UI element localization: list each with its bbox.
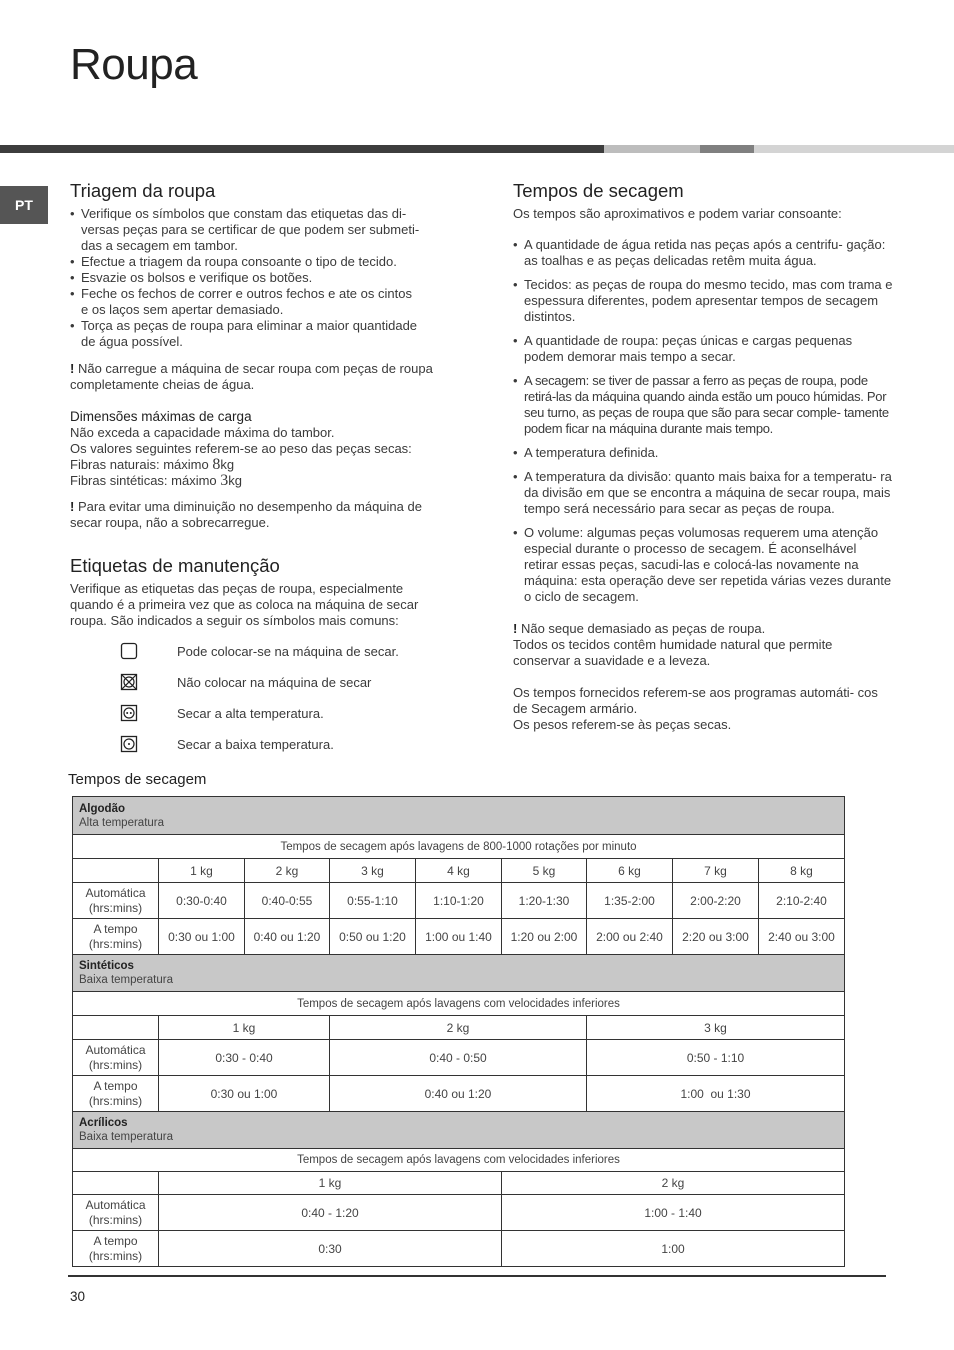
group-header-acrilicos: Acrílicos Baixa temperatura	[73, 1112, 845, 1149]
triagem-list	[70, 206, 450, 350]
list-item: • A quantidade de roupa: peças únicas e cargas pequenas podem demorar mais tempo a secar.	[513, 333, 893, 365]
table-caption: Tempos de secagem após lavagens com velocidades inferiores	[73, 1149, 845, 1172]
table-cell: 1:20-1:30	[502, 883, 587, 919]
page-number: 30	[70, 1289, 86, 1304]
table-cell: 2:40 ou 3:00	[759, 919, 845, 955]
table-cell: 0:40 - 0:50	[330, 1040, 587, 1076]
care-symbol-label: Secar a baixa temperatura.	[177, 736, 334, 752]
table-cell: 0:30 - 0:40	[159, 1040, 330, 1076]
warning-note: ! Não seque demasiado as peças de roupa.	[513, 621, 766, 636]
header-bar-light	[604, 145, 700, 153]
table-cell: 2:20 ou 3:00	[673, 919, 759, 955]
table-cell: 1:10-1:20	[416, 883, 502, 919]
care-symbol-label: Não colocar na máquina de secar	[177, 674, 372, 690]
table-cell: 2:00-2:20	[673, 883, 759, 919]
care-symbol-label: Pode colocar-se na máquina de secar.	[177, 643, 399, 659]
row-label-auto: Automática (hrs:mins)	[73, 883, 159, 919]
tumble-dry-low-icon	[120, 735, 138, 753]
row-label-auto: Automática (hrs:mins)	[73, 1195, 159, 1231]
load-header: 3 kg	[587, 1016, 845, 1040]
list-item: • Verifique os símbolos que constam das etiquetas das di- versas peças para se certificar de que podem ser submeti- das a secagem em tambor.	[70, 206, 450, 254]
load-header: 1 kg	[159, 1016, 330, 1040]
row-label-auto: Automática (hrs:mins)	[73, 1040, 159, 1076]
table-cell: 2:10-2:40	[759, 883, 845, 919]
group-header-algodao: Algodão Alta temperatura	[73, 797, 845, 835]
care-symbol-row	[120, 703, 324, 723]
group-header-sinteticos: Sintéticos Baixa temperatura	[73, 955, 845, 992]
left-column	[70, 180, 450, 629]
table-cell	[73, 1016, 159, 1040]
table-cell: 0:40 - 1:20	[159, 1195, 502, 1231]
header-bar-mid	[700, 145, 754, 153]
table-cell	[73, 859, 159, 883]
load-header: 8 kg	[759, 859, 845, 883]
warning-note: ! Não carregue a máquina de secar roupa com peças de roupa completamente cheias de água.	[70, 361, 433, 392]
table-cell: 0:40 ou 1:20	[245, 919, 330, 955]
list-item: • Tecidos: as peças de roupa do mesmo tecido, mas com trama e espessura diferentes, podem apresentar tempos de secagem distintos.	[513, 277, 893, 325]
header-bar-dark	[0, 145, 604, 153]
list-item: • Esvazie os bolsos e verifique os botões.	[70, 270, 450, 286]
table-cell: 1:20 ou 2:00	[502, 919, 587, 955]
row-label-timed: A tempo (hrs:mins)	[73, 1076, 159, 1112]
table-cell: 1:00 - 1:40	[502, 1195, 845, 1231]
care-symbol-row	[120, 734, 334, 754]
header-bar-pale	[754, 145, 954, 153]
care-symbol-row	[120, 672, 371, 692]
table-cell: 0:50 ou 1:20	[330, 919, 416, 955]
load-header: 1 kg	[159, 859, 245, 883]
tumble-dry-high-icon	[120, 704, 138, 722]
table-cell: 0:30 ou 1:00	[159, 1076, 330, 1112]
etiquetas-intro: Verifique as etiquetas das peças de roupa, especialmente quando é a primeira vez que as coloca na máquina de secar roupa. São indicados a seguir os símbolos mais comuns:	[70, 581, 419, 628]
table-caption: Tempos de secagem após lavagens de 800-1000 rotações por minuto	[73, 835, 845, 859]
care-symbol-row	[120, 641, 399, 661]
load-header: 7 kg	[673, 859, 759, 883]
tempos-intro: Os tempos são aproximativos e podem variar consoante:	[513, 206, 842, 221]
list-item: • A quantidade de água retida nas peças após a centrifu- gação: as toalhas e as peças delicadas retêm muita água.	[513, 237, 893, 269]
do-not-tumble-dry-icon	[120, 673, 138, 691]
table-cell: 1:00 ou 1:30	[587, 1076, 845, 1112]
care-symbol-label: Secar a alta temperatura.	[177, 705, 324, 721]
load-header: 2 kg	[330, 1016, 587, 1040]
list-item: • Feche os fechos de correr e outros fechos e ate os cintos e os laços sem apertar demasiado.	[70, 286, 450, 318]
tempos-heading: Tempos de secagem	[513, 180, 684, 201]
table-title: Tempos de secagem	[68, 771, 207, 788]
load-header: 5 kg	[502, 859, 587, 883]
load-header: 2 kg	[502, 1172, 845, 1195]
table-cell: 0:30	[159, 1231, 502, 1267]
table-cell: 0:40-0:55	[245, 883, 330, 919]
table-cell: 1:35-2:00	[587, 883, 673, 919]
list-item: • A temperatura da divisão: quanto mais baixa for a temperatu- ra da divisão em que se encontra a máquina de secar roupa, mais tempo será necessário para secar as peças de roupa.	[513, 469, 893, 517]
list-item: • O volume: algumas peças volumosas requerem uma atenção especial durante o processo de secagem. É aconselhável retirar essas peças, sacudi-las e colocá-las novamente na máquina: esta operação deve ser repetida várias vezes durante o ciclo de secagem.	[513, 525, 893, 605]
drying-times-table	[72, 796, 845, 1267]
page-title: Roupa	[70, 40, 198, 89]
triagem-heading: Triagem da roupa	[70, 180, 216, 201]
etiquetas-heading: Etiquetas de manutenção	[70, 555, 280, 576]
list-item: • Torça as peças de roupa para eliminar a maior quantidade de água possível.	[70, 318, 450, 350]
table-caption: Tempos de secagem após lavagens com velocidades inferiores	[73, 992, 845, 1016]
load-header: 3 kg	[330, 859, 416, 883]
table-cell: 0:40 ou 1:20	[330, 1076, 587, 1112]
footer-rule	[68, 1275, 886, 1277]
dims-natural: Fibras naturais: máximo 8kg	[70, 456, 235, 473]
tumble-dry-icon	[120, 642, 138, 660]
load-header: 6 kg	[587, 859, 673, 883]
dims-line: Os valores seguintes referem-se ao peso das peças secas:	[70, 441, 412, 456]
tempos-list	[513, 237, 893, 605]
warning-note: ! Para evitar uma diminuição no desempenho da máquina de secar roupa, não a sobrecarregue.	[70, 499, 422, 530]
list-item: • A temperatura definida.	[513, 445, 893, 461]
table-cell	[73, 1172, 159, 1195]
load-header: 4 kg	[416, 859, 502, 883]
row-label-timed: A tempo (hrs:mins)	[73, 919, 159, 955]
table-cell: 0:50 - 1:10	[587, 1040, 845, 1076]
right-column	[513, 180, 893, 733]
weights-text: Os pesos referem-se às peças secas.	[513, 717, 732, 732]
dims-line: Não exceda a capacidade máxima do tambor.	[70, 425, 335, 440]
table-cell: 2:00 ou 2:40	[587, 919, 673, 955]
note-text: Todos os tecidos contêm humidade natural que permite conservar a suavidade e a leveza.	[513, 637, 833, 668]
language-tab: PT	[0, 186, 48, 224]
table-cell: 1:00	[502, 1231, 845, 1267]
list-item: • Efectue a triagem da roupa consoante o tipo de tecido.	[70, 254, 450, 270]
load-header: 1 kg	[159, 1172, 502, 1195]
list-item: • A secagem: se tiver de passar a ferro as peças de roupa, pode retirá-las da máquina quando ainda estão um pouco húmidas. Por seu turno, as peças de roupa que são para secar comple- tamente podem ficar na máquina durante mais tempo.	[513, 373, 893, 437]
dims-heading: Dimensões máximas de carga	[70, 409, 252, 424]
table-cell: 1:00 ou 1:40	[416, 919, 502, 955]
dims-synthetic: Fibras sintéticas: máximo 3kg	[70, 472, 243, 489]
auto-text: Os tempos fornecidos referem-se aos programas automáti- cos de Secagem armário.	[513, 685, 878, 716]
load-header: 2 kg	[245, 859, 330, 883]
table-cell: 0:55-1:10	[330, 883, 416, 919]
row-label-timed: A tempo (hrs:mins)	[73, 1231, 159, 1267]
table-cell: 0:30-0:40	[159, 883, 245, 919]
table-cell: 0:30 ou 1:00	[159, 919, 245, 955]
